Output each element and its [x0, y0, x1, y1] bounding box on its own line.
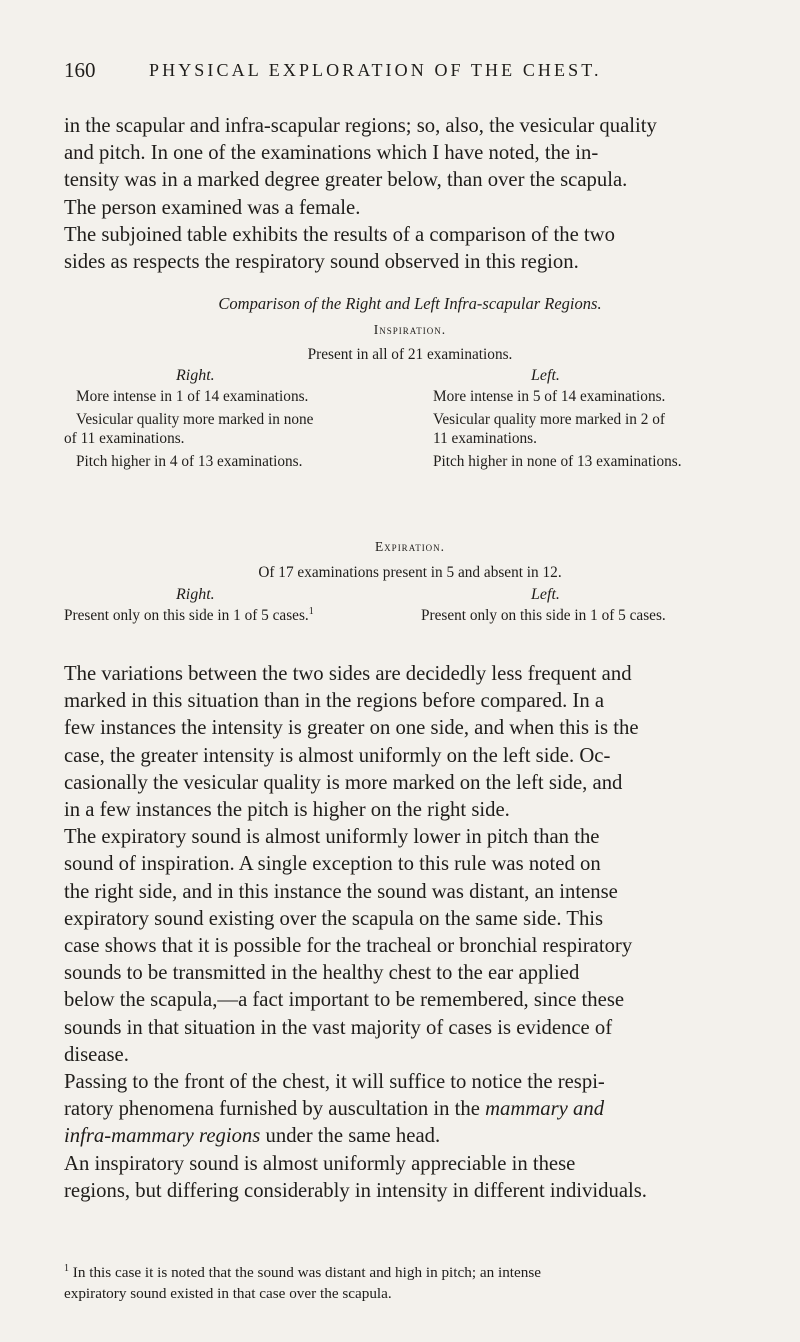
text-line: disease.	[64, 1043, 129, 1066]
text-line: the right side, and in this instance the sound was distant, an intense	[64, 880, 618, 903]
footnote	[64, 1262, 756, 1304]
right-column-heading: Right.	[176, 367, 215, 384]
text-line: sides as respects the respiratory sound observed in this region.	[64, 251, 579, 274]
footnote-line	[64, 1262, 756, 1283]
text-line	[64, 1096, 756, 1123]
left-entry: 11 examinations.	[433, 430, 537, 447]
text-line: case, the greater intensity is almost uniformly on the left side. Oc-	[64, 744, 611, 767]
inspiration-heading: Inspiration.	[373, 322, 447, 337]
text-line: sounds in that situation in the vast majority of cases is evidence of	[64, 1016, 613, 1039]
expiration-columns	[64, 585, 756, 635]
text-line	[64, 1123, 756, 1150]
page-header	[64, 58, 754, 88]
left-entry: Vesicular quality more marked in 2 of	[433, 411, 665, 428]
right-entry: More intense in 1 of 14 examinations.	[76, 388, 309, 405]
right-entry: Pitch higher in 4 of 13 examinations.	[76, 453, 303, 470]
inspiration-columns	[64, 366, 756, 536]
text-line: sound of inspiration. A single exception to this rule was noted on	[64, 853, 601, 876]
inspiration-right-column	[64, 366, 399, 471]
right-entry: Vesicular quality more marked in none	[76, 411, 314, 428]
running-title: PHYSICAL EXPLORATION OF THE CHEST.	[149, 60, 602, 80]
text-line: regions, but differing considerably in intensity in different individuals.	[64, 1179, 647, 1202]
text-line: in a few instances the pitch is higher on the right side.	[64, 799, 510, 822]
intro-paragraph	[64, 113, 756, 276]
expiration-heading: Expiration.	[374, 539, 446, 554]
right-entry: of 11 examinations.	[64, 430, 185, 447]
footnote-mark: 1	[64, 1262, 69, 1274]
left-entry: More intense in 5 of 14 examinations.	[433, 388, 666, 405]
right-entry	[64, 606, 399, 625]
text-line: tensity was in a marked degree greater below, than over the scapula.	[64, 169, 628, 192]
footnote-line: expiratory sound existed in that case over the scapula.	[64, 1285, 392, 1302]
expiration-left-column	[421, 585, 761, 625]
emphasis: mammary and	[485, 1098, 605, 1121]
footnote-text: In this case it is noted that the sound was distant and high in pitch; an intense	[72, 1264, 541, 1281]
left-entry: Pitch higher in none of 13 examinations.	[433, 453, 682, 470]
text-line: few instances the intensity is greater on one side, and when this is the	[64, 717, 639, 740]
text-run: ratory phenomena furnished by auscultation in the	[64, 1098, 486, 1121]
text-line: sounds to be transmitted in the healthy chest to the ear applied	[64, 962, 580, 985]
text-run: under the same head.	[260, 1125, 441, 1148]
text-line: casionally the vesicular quality is more marked on the left side, and	[64, 771, 623, 794]
text-line: An inspiratory sound is almost uniformly appreciable in these	[64, 1152, 576, 1175]
text-line: case shows that it is possible for the tracheal or bronchial respiratory	[64, 935, 633, 958]
text-line: The variations between the two sides are decidedly less frequent and	[64, 663, 632, 685]
left-column-heading: Left.	[531, 586, 560, 603]
table-title: Comparison of the Right and Left Infra-scapular Regions.	[218, 294, 602, 313]
body-paragraphs	[64, 661, 756, 1205]
text-line: Passing to the front of the chest, it will suffice to notice the respi-	[64, 1071, 605, 1094]
emphasis: infra-mammary regions	[64, 1125, 261, 1148]
text-line: below the scapula,—a fact important to be remembered, since these	[64, 989, 625, 1012]
text-line: expiratory sound existing over the scapula on the same side. This	[64, 907, 604, 930]
expiration-subtitle: Of 17 examinations present in 5 and absent in 12.	[258, 564, 562, 581]
inspiration-left-column	[421, 366, 761, 471]
left-entry: Present only on this side in 1 of 5 cases.	[421, 607, 666, 624]
right-entry-text: Present only on this side in 1 of 5 cases.	[64, 607, 309, 624]
text-line: and pitch. In one of the examinations which I have noted, the in-	[64, 142, 599, 165]
text-line: The subjoined table exhibits the results of a comparison of the two	[64, 223, 615, 246]
right-column-heading: Right.	[176, 586, 215, 603]
footnote-reference: 1	[308, 605, 314, 617]
text-line: The person examined was a female.	[64, 196, 361, 219]
left-column-heading: Left.	[531, 367, 560, 384]
text-line: marked in this situation than in the regions before compared. In a	[64, 690, 605, 713]
expiration-right-column	[64, 585, 399, 625]
text-line: The expiratory sound is almost uniformly lower in pitch than the	[64, 826, 600, 849]
text-line: in the scapular and infra-scapular regions; so, also, the vesicular quality	[64, 115, 657, 137]
page-number: 160	[64, 58, 96, 82]
inspiration-subtitle: Present in all of 21 examinations.	[307, 346, 513, 363]
